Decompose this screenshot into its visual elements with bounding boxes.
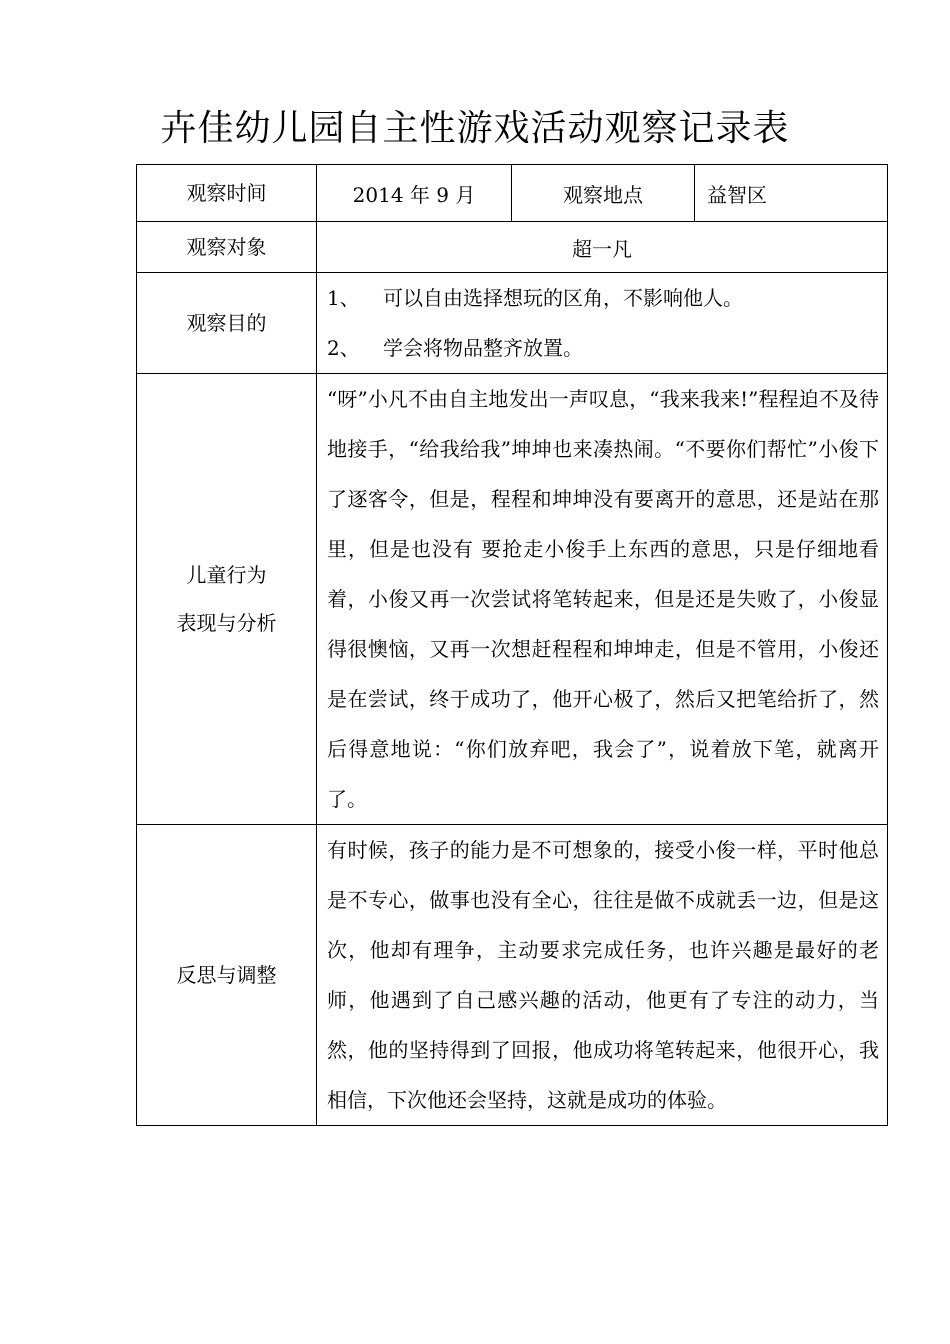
observation-place-label: 观察地点 [512,165,695,222]
table-row [137,825,888,1126]
reflection-label: 反思与调整 [137,825,317,1126]
table-row [137,165,888,222]
behavior-analysis-text: “呀”小凡不由自主地发出一声叹息，“我来我来!”程程迫不及待地接手，“给我给我”坤坤也来凑热闹。“不要你们帮忙”小俊下了逐客令，但是，程程和坤坤没有要离开的意思，还是站在那里，但是也没有 要抢走小俊手上东西的意思，只是仔细地看着，小俊又再一次尝试将笔转起来，但是还是失败了，小俊显得很懊恼，又再一次想赶程程和坤坤走，但是不管用，小俊还是在尝试，终于成功了，他开心极了，然后又把笔给折了，然后得意地说：“你们放弃吧，我会了”，说着放下笔，就离开了。 [317,374,888,825]
observation-purpose-label: 观察目的 [137,273,317,374]
list-item-number: 1、 [327,286,360,310]
table-row [137,374,888,825]
observation-subject-label: 观察对象 [137,222,317,273]
observation-time-value: 2014 年 9 月 [317,165,512,222]
reflection-text: 有时候，孩子的能力是不可想象的，接受小俊一样，平时他总是不专心，做事也没有全心，往往是做不成就丢一边，但是这次，他却有理争，主动要求完成任务，也许兴趣是最好的老师，他遇到了自己感兴趣的活动，他更有了专注的动力，当然，他的坚持得到了回报，他成功将笔转起来，他很开心，我相信，下次他还会坚持，这就是成功的体验。 [317,825,888,1126]
list-item-text: 可以自由选择想玩的区角，不影响他人。 [383,286,743,310]
behavior-analysis-label [137,374,317,825]
observation-subject-value: 超一凡 [317,222,888,273]
observation-purpose-list [317,273,888,374]
observation-place-value: 益智区 [695,165,888,222]
list-item-text: 学会将物品整齐放置。 [383,336,583,360]
observation-time-label: 观察时间 [137,165,317,222]
document-title: 卉佳幼儿园自主性游戏活动观察记录表 [160,108,790,149]
behavior-analysis-label-line2: 表现与分析 [176,611,277,635]
table-row [137,273,888,374]
list-item [317,323,887,373]
list-item [317,273,887,323]
table-row [137,222,888,273]
behavior-analysis-label-line1: 儿童行为 [186,563,267,587]
observation-table [136,164,888,1126]
list-item-number: 2、 [327,336,360,360]
